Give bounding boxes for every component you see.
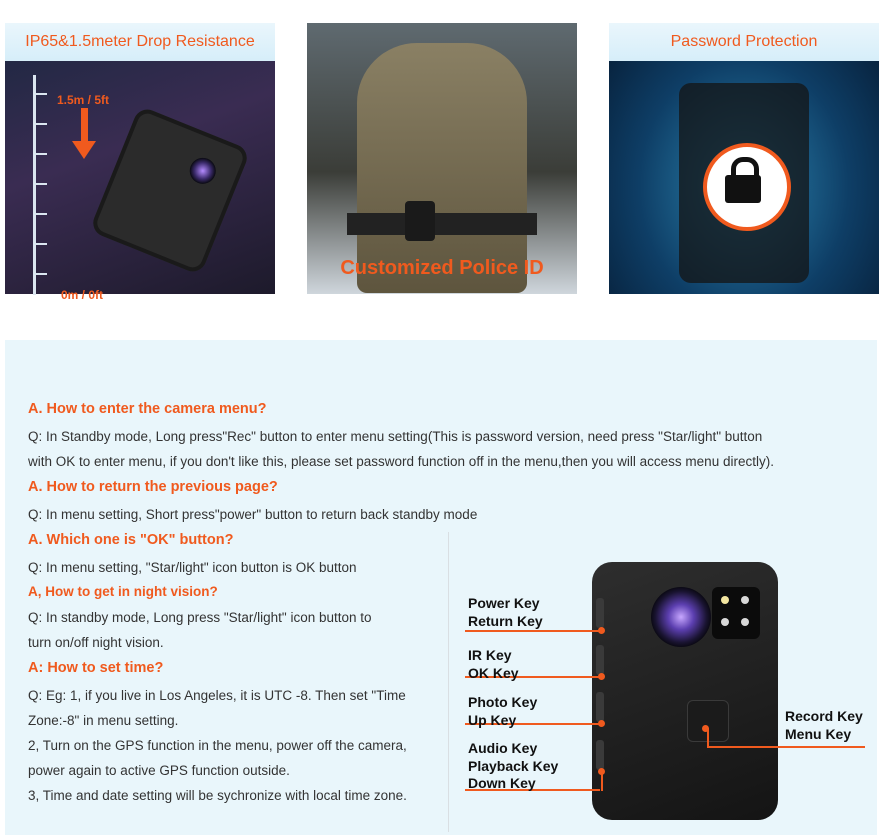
callout-line — [707, 746, 865, 748]
faq-answer-line: turn on/off night vision. — [28, 635, 164, 650]
power-key[interactable] — [596, 598, 604, 628]
ruler-tick — [33, 183, 47, 185]
key-label-line: Playback Key — [468, 757, 559, 774]
key-label-line: OK Key — [468, 664, 519, 681]
photo-key-label — [468, 694, 537, 729]
callout-line — [601, 771, 603, 791]
key-label-line: Return Key — [468, 612, 543, 629]
police-officer-image — [307, 23, 577, 294]
drop-height-label: 1.5m / 5ft — [57, 93, 110, 107]
ruler-tick — [33, 123, 47, 125]
ir-dot — [741, 618, 749, 626]
faq-answer-line: power again to active GPS function outside. — [28, 763, 290, 778]
ir-lamp-panel — [712, 587, 760, 639]
ruler-tick — [33, 93, 47, 95]
callout-line — [707, 728, 709, 746]
faq-answer-line: Q: In Standby mode, Long press"Rec" button to enter menu setting(This is password version, need press "Star/light" button — [28, 429, 763, 444]
key-label-line: Power Key — [468, 595, 540, 611]
faq-panel — [5, 340, 877, 835]
ruler-tick — [33, 273, 47, 275]
record-key-label — [785, 708, 863, 743]
key-label-line: Menu Key — [785, 725, 852, 742]
key-label-line: Up Key — [468, 711, 517, 728]
key-label-line: Photo Key — [468, 694, 538, 710]
police-officer — [357, 43, 527, 293]
callout-line — [465, 630, 600, 632]
faq-answer-line: with OK to enter menu, if you don't like this, please set password function off in the menu,then you will access menu directly). — [28, 454, 774, 469]
key-label-line: Record Key — [785, 708, 863, 724]
faq-answer-line: Zone:-8" in menu setting. — [28, 713, 179, 728]
faq-answer-line: Q: Eg: 1, if you live in Los Angeles, it is UTC -8. Then set "Time — [28, 688, 406, 703]
duty-belt — [347, 213, 537, 235]
lock-icon — [725, 175, 761, 203]
ir-dot — [721, 618, 729, 626]
faq-heading: A. How to return the previous page? — [28, 479, 278, 495]
body-camera-falling — [89, 105, 251, 275]
down-arrow-head-icon — [72, 141, 96, 159]
worn-body-camera — [405, 201, 435, 241]
camera-lens — [186, 154, 220, 188]
height-ruler — [33, 75, 36, 295]
ir-dot — [741, 596, 749, 604]
faq-answer-line: Q: In standby mode, Long press "Star/light" icon button to — [28, 610, 372, 625]
faq-heading: A: How to set time? — [28, 660, 164, 676]
power-key-label — [468, 595, 543, 630]
faq-answer-line: Q: In menu setting, Short press"power" button to return back standby mode — [28, 507, 478, 522]
light-dot — [721, 596, 729, 604]
photo-key[interactable] — [596, 692, 604, 722]
drop-resistance-caption: IP65&1.5meter Drop Resistance — [5, 23, 275, 61]
faq-answer-line: Q: In menu setting, "Star/light" icon button is OK button — [28, 560, 357, 575]
faq-answer-line: 2, Turn on the GPS function in the menu, power off the camera, — [28, 738, 407, 753]
drop-resistance-image — [5, 23, 275, 302]
key-label-line: Down Key — [468, 775, 536, 791]
password-caption: Password Protection — [609, 23, 879, 61]
camera-lens — [651, 587, 711, 647]
faq-heading: A, How to get in night vision? — [28, 584, 218, 599]
faq-heading: A. Which one is "OK" button? — [28, 532, 234, 548]
column-divider — [448, 532, 449, 832]
key-label-line: IR Key — [468, 647, 512, 663]
police-id-caption: Customized Police ID — [340, 257, 544, 279]
ground-label: 0m / 0ft — [61, 288, 104, 302]
password-protection-image — [609, 23, 879, 294]
faq-heading: A. How to enter the camera menu? — [28, 401, 267, 417]
audio-key-label — [468, 740, 558, 793]
audio-key[interactable] — [596, 740, 604, 770]
ruler-tick — [33, 213, 47, 215]
ir-key-label — [468, 647, 519, 682]
faq-answer-line: 3, Time and date setting will be sychronize with local time zone. — [28, 788, 407, 803]
ruler-tick — [33, 243, 47, 245]
key-label-line: Audio Key — [468, 740, 538, 756]
ruler-tick — [33, 153, 47, 155]
ir-key[interactable] — [596, 645, 604, 675]
